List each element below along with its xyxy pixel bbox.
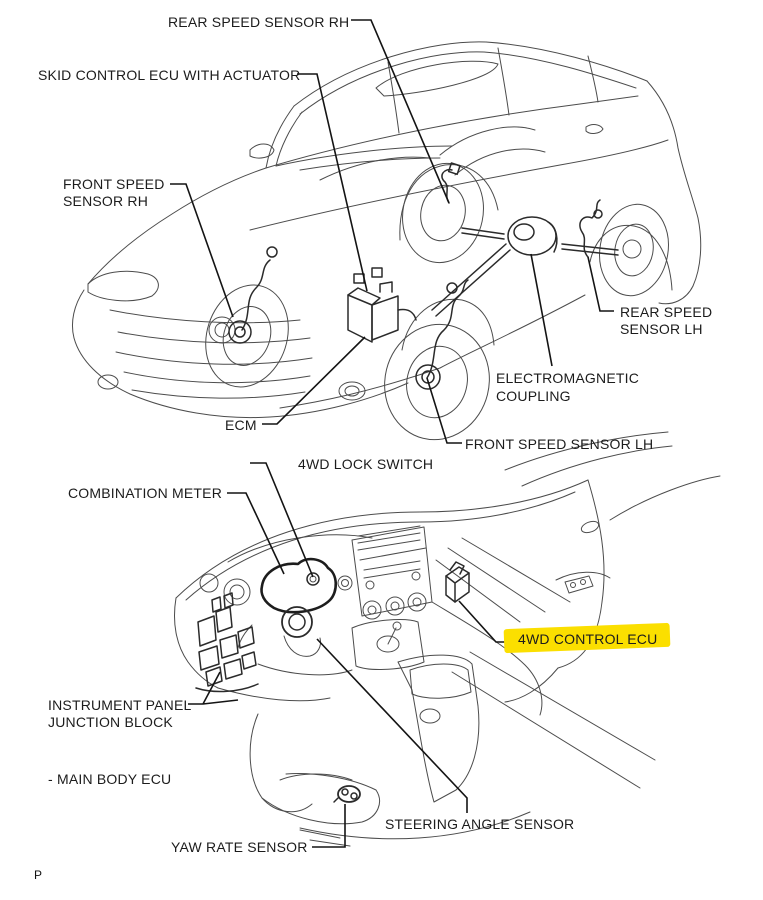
window-switch-1 — [571, 583, 576, 588]
rear-right-hub — [623, 240, 641, 258]
column-trim — [258, 664, 352, 675]
seat-back — [250, 714, 312, 812]
door-handle — [586, 125, 603, 134]
junction-block-4 — [220, 635, 238, 658]
rear-pillar — [647, 81, 701, 286]
label-line: COUPLING — [496, 388, 571, 404]
fourwd-lock-switch-knob — [307, 573, 319, 585]
label-rear-speed-sensor-lh — [620, 304, 712, 338]
panel-knob-center — [342, 580, 349, 587]
vehicle-component-marks — [229, 163, 618, 389]
combination-meter-outline — [262, 559, 336, 612]
label-skid-control-ecu: SKID CONTROL ECU WITH ACTUATOR — [38, 67, 301, 83]
label-front-speed-sensor-rh — [63, 176, 165, 210]
front-right-hub-inner — [235, 327, 245, 337]
label-yaw-rate-sensor: YAW RATE SENSOR — [171, 839, 308, 855]
radio-knob-right — [412, 572, 420, 580]
junction-block-7 — [224, 659, 242, 679]
label-main-body-ecu: - MAIN BODY ECU — [48, 771, 172, 787]
left-small-vent — [200, 574, 218, 592]
junction-block-8 — [242, 652, 256, 669]
rear-axle-right — [562, 244, 618, 255]
label-front-speed-sensor-lh: FRONT SPEED SENSOR LH — [465, 436, 654, 452]
junction-block-relay-1 — [212, 597, 221, 612]
grille-bar-4 — [132, 390, 305, 398]
junction-block-3 — [199, 646, 219, 670]
interior-hint-2 — [440, 127, 535, 155]
floor-line-2 — [452, 672, 640, 788]
grille-bar-3 — [124, 372, 310, 383]
label-junction-block — [48, 697, 191, 731]
dash-left-edge — [175, 598, 219, 688]
floor-line-1 — [470, 652, 655, 760]
fog-light-right-inner — [345, 386, 359, 396]
label-line: INSTRUMENT PANEL — [48, 697, 192, 713]
front-speed-sensor-rh-harness — [242, 260, 270, 330]
front-right-hub-outer — [229, 321, 251, 343]
junction-block-relay-2 — [224, 593, 233, 608]
rear-right-tire — [593, 199, 676, 301]
a-pillar-inner — [276, 112, 302, 166]
steering-angle-sensor-hub — [289, 614, 305, 630]
hvac-knob-3 — [408, 593, 426, 611]
fourwd-control-ecu-box — [446, 567, 469, 602]
yaw-rate-sensor-tab — [334, 798, 338, 802]
junction-block-1 — [198, 616, 216, 646]
wiper-line — [300, 158, 440, 170]
label-line: SENSOR LH — [620, 321, 703, 337]
label-fourwd-control-ecu: 4WD CONTROL ECU — [518, 631, 658, 647]
rear-speed-sensor-rh-connector — [449, 163, 460, 174]
electromagnetic-coupling-face — [514, 224, 534, 240]
seat-cushion — [262, 774, 380, 824]
leader-rear-speed-sensor-rh — [351, 20, 449, 203]
yaw-rate-sensor-detail-1 — [342, 789, 348, 795]
rear-axle-left — [462, 228, 504, 239]
engine-connector-1 — [354, 274, 364, 283]
label-steering-angle-sensor: STEERING ANGLE SENSOR — [385, 816, 575, 832]
hvac-knob-1 — [363, 601, 381, 619]
rear-lower-body — [659, 286, 693, 304]
leader-electromagnetic-coupling — [531, 254, 552, 366]
c-pillar — [498, 48, 509, 115]
label-combination-meter: COMBINATION METER — [68, 485, 223, 501]
a-pillar — [266, 106, 294, 168]
console-armrest — [410, 664, 471, 698]
fog-light-right — [339, 382, 365, 400]
ecm-harness — [398, 309, 416, 320]
body-crease — [250, 140, 668, 230]
label-rear-speed-sensor-rh: REAR SPEED SENSOR RH — [168, 14, 350, 30]
shift-knob — [393, 622, 401, 630]
label-electromagnetic-coupling — [496, 369, 639, 405]
ecm-box — [372, 296, 398, 340]
shifter-console — [352, 620, 424, 670]
label-fourwd-lock-switch: 4WD LOCK SWITCH — [298, 456, 434, 472]
radio-knob-left — [366, 581, 374, 589]
label-line: JUNCTION BLOCK — [48, 714, 173, 730]
left-sill — [440, 295, 585, 368]
leader-front-speed-sensor-rh — [170, 184, 233, 317]
page-marker: P — [34, 868, 43, 882]
window-switch-2 — [581, 580, 586, 585]
hvac-knob-2 — [386, 597, 404, 615]
headlight — [88, 271, 158, 301]
left-air-vent — [224, 579, 250, 605]
sunroof — [376, 61, 498, 96]
front-left-tire — [373, 313, 502, 451]
leader-rear-speed-sensor-lh — [588, 257, 614, 311]
front-speed-sensor-lh-harness — [427, 280, 468, 378]
cup-holder — [420, 709, 440, 723]
label-line: ELECTROMAGNETIC — [496, 370, 640, 386]
label-line: FRONT SPEED — [63, 176, 165, 192]
ecm-bracket — [380, 282, 392, 292]
door-window-edge — [610, 476, 720, 520]
steering-column — [284, 636, 321, 656]
junction-block-2 — [216, 607, 232, 632]
radio-top — [360, 548, 426, 560]
yaw-rate-sensor-detail-2 — [351, 793, 357, 799]
panel-knob — [338, 576, 352, 590]
skid-control-actuator-box — [348, 295, 372, 342]
label-line: SENSOR RH — [63, 193, 149, 209]
propeller-shaft — [432, 244, 510, 316]
grille-bar-1 — [118, 332, 310, 343]
junction-block-5 — [238, 627, 254, 648]
door-handle-inner — [580, 519, 600, 535]
engine-connector-2 — [372, 268, 382, 277]
front-speed-sensor-rh-grommet — [267, 247, 277, 257]
dash-seam-1 — [436, 560, 520, 622]
leader-skid-control-ecu — [297, 74, 367, 291]
leader-steering-angle-sensor — [317, 639, 467, 813]
door-armrest — [556, 572, 610, 580]
window-switch-panel — [565, 576, 593, 593]
label-ecm: ECM — [225, 417, 257, 433]
leader-combination-meter — [227, 493, 284, 574]
label-line: REAR SPEED — [620, 304, 713, 320]
grille-top — [110, 310, 300, 323]
